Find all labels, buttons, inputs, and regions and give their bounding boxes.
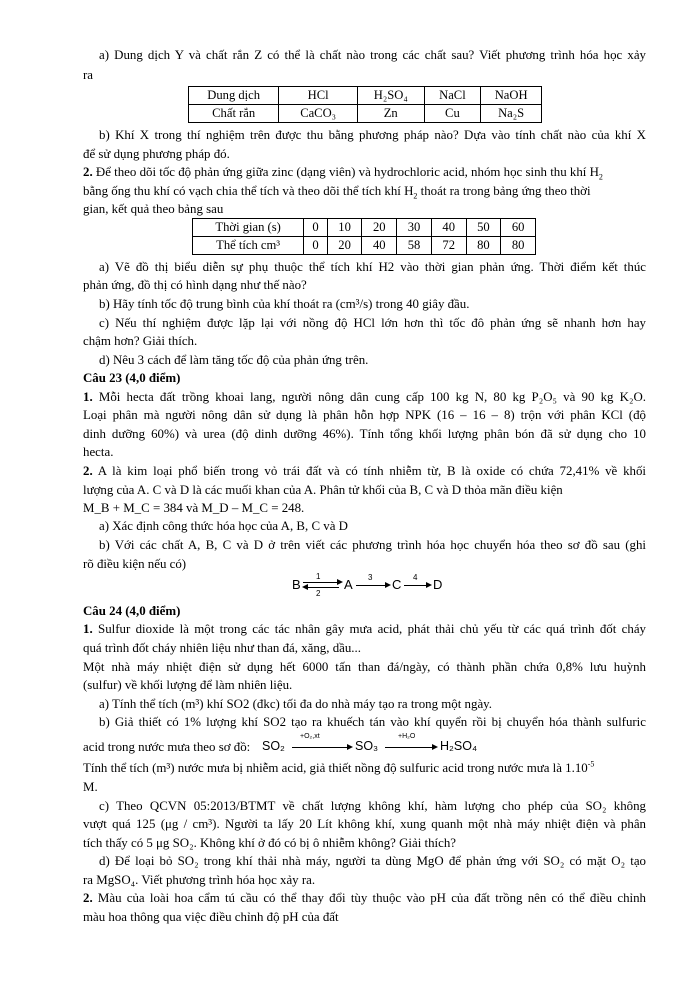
volume-time-table bbox=[192, 218, 536, 255]
arrowhead-3 bbox=[385, 582, 391, 588]
text-line: b) Với các chất A, B, C và D ở trên viết các phương trình hóa học chuyển hóa theo sơ đồ sau (ghi bbox=[99, 538, 646, 552]
text-line: ra bbox=[83, 68, 94, 82]
table-cell: 0 bbox=[304, 219, 327, 237]
table-cell: Thời gian (s) bbox=[193, 219, 304, 237]
arrowhead-4 bbox=[426, 582, 432, 588]
text-span: Màu của loài hoa cẩm tú cầu có thể thay đổi tùy thuộc vào pH của đất trồng nên có thể điều chỉnh bbox=[97, 891, 646, 905]
text-line: chậm hơn? Giải thích. bbox=[83, 334, 198, 348]
step-label: 2 bbox=[316, 589, 321, 598]
text-line: c) Theo QCVN 05:2013/BTMT về chất lượng không khí, hàm lượng cho phép của SO₂ không bbox=[99, 799, 646, 813]
text-line: b) Hãy tính tốc độ trung bình của khí thoát ra (cm³/s) trong 40 giây đầu. bbox=[99, 297, 470, 311]
text-line: để sử dụng phương pháp đó. bbox=[83, 147, 230, 161]
compound-b: B bbox=[292, 577, 301, 592]
text-line: a) Tính thể tích (m³) khí SO2 (đkc) tối đa do nhà máy tạo ra trong một ngày. bbox=[99, 697, 492, 711]
text-line: a) Dung dịch Y và chất rắn Z có thể là chất nào trong các chất sau? Viết phương trình hóa học xảy bbox=[99, 48, 646, 62]
table-row bbox=[189, 87, 542, 105]
text-line bbox=[83, 183, 646, 199]
table-cell: 20 bbox=[327, 237, 362, 255]
item-number: 2. bbox=[83, 891, 93, 905]
arrowhead-2 bbox=[302, 584, 308, 590]
arrow-1 bbox=[292, 747, 348, 748]
subscript: 2 bbox=[413, 191, 418, 201]
text-line: a) Vẽ đồ thị biểu diễn sự phụ thuộc thể tích khí H2 vào thời gian phản ứng. Thời điểm kết thúc bbox=[99, 260, 646, 274]
text-line: rõ điều kiện nếu có) bbox=[83, 557, 187, 571]
text-line bbox=[83, 389, 646, 405]
text-line bbox=[83, 463, 646, 479]
compound-so3: SO₃ bbox=[355, 739, 379, 753]
table-row bbox=[189, 105, 542, 123]
arrow-2 bbox=[304, 587, 339, 588]
table-cell: Zn bbox=[357, 105, 424, 123]
table-cell: 40 bbox=[362, 237, 397, 255]
table-cell: 80 bbox=[501, 237, 536, 255]
table-cell: 50 bbox=[466, 219, 501, 237]
text-line: gian, kết quả theo bảng sau bbox=[83, 202, 224, 216]
table-cell: 20 bbox=[362, 219, 397, 237]
text-span: thoát ra trong bảng ứng theo thời bbox=[417, 184, 591, 198]
step-label: 1 bbox=[316, 572, 321, 581]
subscript: 2 bbox=[598, 172, 603, 182]
table-cell: Dung dịch bbox=[189, 87, 279, 105]
text-line: Một nhà máy nhiệt điện sử dụng hết 6000 tấn than đá/ngày, có thành phần chứa 0,8% lưu huỳnh bbox=[83, 660, 646, 674]
table-cell: NaCl bbox=[424, 87, 481, 105]
question-heading: Câu 23 (4,0 điểm) bbox=[83, 371, 181, 385]
table-cell: Cu bbox=[424, 105, 481, 123]
table-cell: 10 bbox=[327, 219, 362, 237]
text-line: M_B + M_C = 384 và M_D – M_C = 248. bbox=[83, 501, 305, 515]
text-line: M. bbox=[83, 780, 98, 794]
text-line: hecta. bbox=[83, 445, 114, 459]
text-line: dinh dưỡng 60%) và urea (độ dinh dưỡng 46%). Tính tổng khối lượng phân bón đã sử dụng cho 10 bbox=[83, 427, 646, 441]
table-row bbox=[193, 219, 536, 237]
question-heading: Câu 24 (4,0 điểm) bbox=[83, 604, 181, 618]
compound-c: C bbox=[392, 577, 402, 592]
table-row bbox=[193, 237, 536, 255]
table-cell: 40 bbox=[431, 219, 466, 237]
text-line: phản ứng, đồ thị có hình dạng như thế nào? bbox=[83, 278, 307, 292]
arrowhead-1 bbox=[337, 579, 343, 585]
text-line: c) Nếu thí nghiệm được lặp lại với nồng độ HCl lớn hơn thì tốc đô phản ứng sẽ nhanh hơn hay bbox=[99, 316, 646, 330]
text-line bbox=[83, 621, 646, 637]
text-line: b) Giả thiết có 1% lượng khí SO2 tạo ra khuếch tán vào khí quyển rồi bị chuyển hóa thành sulfuric bbox=[99, 715, 646, 729]
text-line: màu hoa thông qua việc điều chỉnh độ pH của đất bbox=[83, 910, 339, 924]
table-cell: Thể tích cm³ bbox=[193, 237, 304, 255]
acid-scheme bbox=[262, 733, 482, 759]
table-cell: HCl bbox=[279, 87, 358, 105]
table-cell: H₂SO₄ bbox=[357, 87, 424, 105]
table-cell: 0 bbox=[304, 237, 327, 255]
text-span: Sulfur dioxide là một trong các tác nhân gây mưa acid, phát thải chủ yếu từ các quá trình đốt cháy bbox=[98, 622, 646, 636]
condition-label: +H₂O bbox=[398, 733, 416, 740]
text-span: Tính thể tích (m³) nước mưa bị nhiễm acid, giả thiết nồng độ sulfuric acid trong nước mưa là 1.10 bbox=[83, 761, 588, 775]
arrow-3 bbox=[356, 585, 386, 586]
table-cell: NaOH bbox=[481, 87, 542, 105]
text-line: lượng của A. C và D là các muối khan của A. Phân tử khối của B, C và D thỏa mãn điều kiện bbox=[83, 483, 563, 497]
text-line: d) Nêu 3 cách để làm tăng tốc độ của phản ứng trên. bbox=[99, 353, 369, 367]
condition-label: +O₂,xt bbox=[300, 733, 320, 740]
text-line: Loại phân mà người nông dân sử dụng là phân hỗn hợp NPK (16 – 16 – 8) trộn với phân KCl (độ bbox=[83, 408, 646, 422]
table-cell: 72 bbox=[431, 237, 466, 255]
text-line: tích thấy có 5 μg SO₂. Không khí ở đó có bị ô nhiễm không? Giải thích? bbox=[83, 836, 457, 850]
item-number: 2. bbox=[83, 165, 93, 179]
text-span: bằng ống thu khí có vạch chia thể tích và theo dõi thể tích khí H bbox=[83, 184, 414, 198]
text-line: d) Để loại bỏ SO₂ trong khí thải nhà máy, người ta dùng MgO để phản ứng với SO₂ có mặt O₂ tạo bbox=[99, 854, 646, 868]
table-cell: 80 bbox=[466, 237, 501, 255]
text-line bbox=[83, 890, 646, 906]
text-span: Mỗi hecta đất trồng khoai lang, người nông dân cung cấp 100 kg N, 80 kg P₂O₅ và 90 kg K₂O. bbox=[98, 390, 646, 404]
compound-d: D bbox=[433, 577, 443, 592]
text-line: acid trong nước mưa theo sơ đồ: bbox=[83, 740, 251, 754]
table-cell: 60 bbox=[501, 219, 536, 237]
text-span: A là kim loại phổ biến trong vỏ trái đất và có tính nhiễm từ, B là oxide có chứa 72,41% về khối bbox=[97, 464, 646, 478]
item-number: 1. bbox=[83, 390, 93, 404]
reagents-table bbox=[188, 86, 542, 123]
step-label: 4 bbox=[413, 573, 418, 582]
text-line: quá trình đốt cháy nhiên liệu như than đá, xăng, dầu... bbox=[83, 641, 361, 655]
table-cell: Chất rắn bbox=[189, 105, 279, 123]
text-span: Để theo dõi tốc độ phản ứng giữa zinc (dạng viên) và hydrochloric acid, nhóm học sinh thu khí H bbox=[95, 165, 599, 179]
text-line: ra MgSO₄. Viết phương trình hóa học xảy ra. bbox=[83, 873, 316, 887]
arrow-1 bbox=[303, 582, 338, 583]
text-line: vượt quá 125 (μg / cm³). Người ta lấy 20 Lít không khí, xung quanh một nhà máy nhiệt điện và phân bbox=[83, 817, 646, 831]
text-line bbox=[83, 164, 646, 180]
arrow-2 bbox=[385, 747, 433, 748]
compound-so2: SO₂ bbox=[262, 739, 285, 753]
step-label: 3 bbox=[368, 573, 373, 582]
table-cell: CaCO₃ bbox=[279, 105, 358, 123]
compound-a: A bbox=[344, 577, 353, 592]
text-line: b) Khí X trong thí nghiệm trên được thu bằng phương pháp nào? Dựa vào tính chất nào của khí X bbox=[99, 128, 646, 142]
item-number: 2. bbox=[83, 464, 93, 478]
arrowhead-2 bbox=[432, 744, 438, 750]
table-cell: 30 bbox=[397, 219, 432, 237]
text-line: a) Xác định công thức hóa học của A, B, C và D bbox=[99, 519, 348, 533]
superscript: -5 bbox=[587, 759, 595, 769]
item-number: 1. bbox=[83, 622, 93, 636]
arrow-4 bbox=[404, 585, 428, 586]
text-line bbox=[83, 760, 646, 776]
conversion-scheme bbox=[292, 572, 443, 599]
arrowhead-1 bbox=[347, 744, 353, 750]
text-line: (sulfur) về khối lượng để làm nhiên liệu. bbox=[83, 678, 293, 692]
table-cell: Na₂S bbox=[481, 105, 542, 123]
table-cell: 58 bbox=[397, 237, 432, 255]
compound-h2so4: H₂SO₄ bbox=[440, 739, 478, 753]
